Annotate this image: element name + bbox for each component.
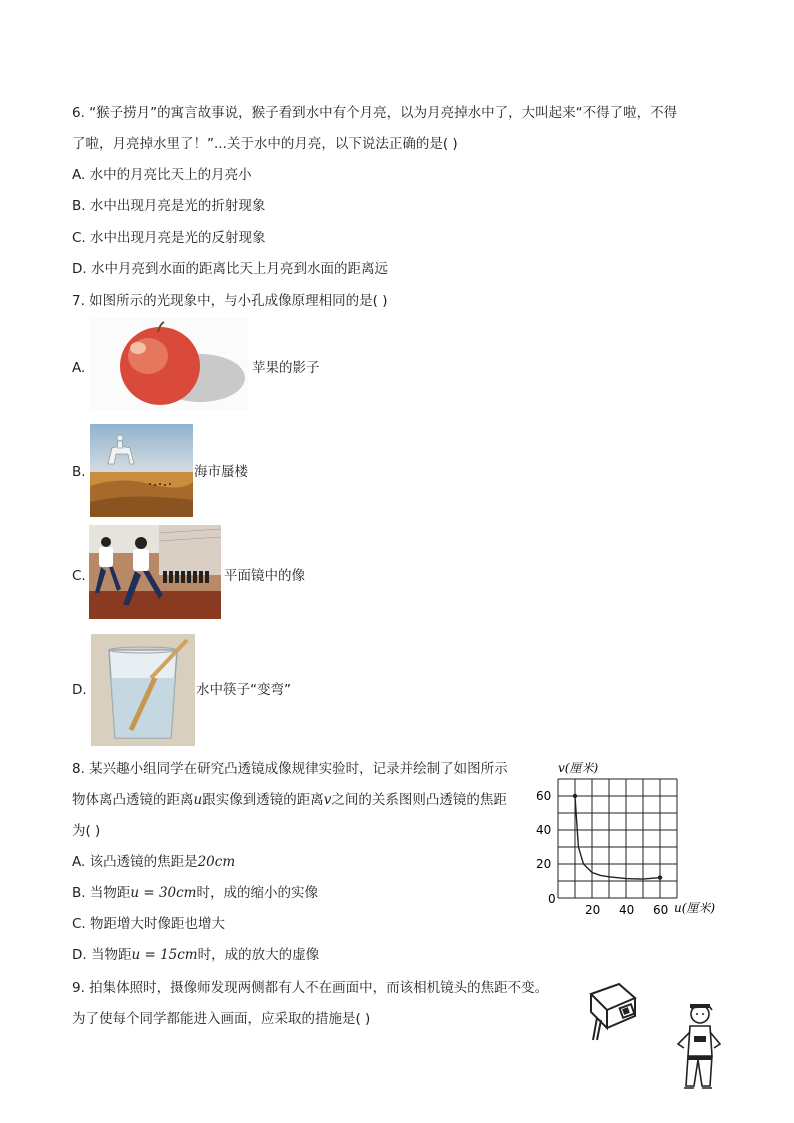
q8-option-c: C. 物距增大时像距也增大	[72, 916, 226, 932]
q8-stem-line3: 为( )	[72, 823, 101, 839]
y-tick-label: 60	[536, 789, 552, 803]
q7-stem: 7. 如图所示的光现象中，与小孔成像原理相同的是( )	[72, 293, 388, 309]
y-tick-label: 40	[536, 823, 552, 837]
plane-mirror-image	[89, 525, 221, 619]
lens-uv-graph	[528, 756, 728, 918]
bent-chopstick-image	[91, 634, 195, 746]
y-tick-label: 20	[536, 857, 552, 871]
q8-option-d-math: u = 15cm	[131, 947, 198, 963]
q9-stem-line2: 为了使每个同学都能进入画面，应采取的措施是( )	[72, 1011, 371, 1027]
uv-curve	[575, 796, 660, 879]
q7-option-b-caption: 海市蜃楼	[194, 464, 248, 480]
q7-option-b-letter: B.	[72, 464, 86, 480]
x-tick-label: 40	[619, 903, 635, 917]
q8-stem-line2-part2: 跟实像到透镜的距离	[202, 792, 324, 808]
q8-option-a-math: 20cm	[197, 854, 236, 870]
photographer-figure-illustration	[670, 996, 728, 1100]
q9-stem-line1: 9. 拍集体照时，摄像师发现两侧都有人不在画面中，而该相机镜头的焦距不变。	[72, 980, 549, 996]
q6-option-c: C. 水中出现月亮是光的反射现象	[72, 230, 266, 246]
q8-var-u: u	[193, 792, 203, 808]
q8-option-d	[72, 946, 319, 964]
x-axis-label: u(厘米)	[674, 901, 716, 915]
mirage-image	[90, 424, 193, 517]
apple-shadow-image	[90, 318, 248, 410]
q6-stem-line2: 了啦，月亮掉水里了！”...关于水中的月亮，以下说法正确的是( )	[72, 136, 458, 152]
q8-var-v: v	[323, 792, 332, 808]
x-tick-label: 60	[653, 903, 669, 917]
q6-stem-line1: 6. “猴子捞月”的寓言故事说，猴子看到水中有个月亮，以为月亮掉水中了，大叫起来“不得了啦，不得	[72, 105, 678, 121]
q8-option-a	[72, 853, 235, 871]
q8-option-a-text: A. 该凸透镜的焦距是	[72, 854, 198, 870]
q8-stem-line2-part1: 物体离凸透镜的距离	[72, 792, 194, 808]
camera-illustration	[585, 978, 645, 1044]
q6-option-a: A. 水中的月亮比天上的月亮小	[72, 167, 252, 183]
q8-stem-line1: 8. 某兴趣小组同学在研究凸透镜成像规律实验时，记录并绘制了如图所示	[72, 761, 508, 777]
q8-stem-line2	[72, 791, 507, 809]
q6-option-d: D. 水中月亮到水面的距离比天上月亮到水面的距离远	[72, 261, 388, 277]
q8-stem-line2-part3: 之间的关系图则凸透镜的焦距	[331, 792, 507, 808]
x-tick-label: 20	[585, 903, 601, 917]
q7-option-d-letter: D.	[72, 682, 87, 698]
q8-option-d-text1: D. 当物距	[72, 947, 132, 963]
q8-option-d-text2: 时，成的放大的虚像	[197, 947, 320, 963]
q7-option-c-caption: 平面镜中的像	[224, 568, 305, 584]
origin-label: 0	[548, 892, 556, 906]
q6-option-b: B. 水中出现月亮是光的折射现象	[72, 198, 266, 214]
q7-option-d-caption: 水中筷子“变弯”	[196, 682, 291, 698]
q8-option-b-text2: 时，成的缩小的实像	[196, 885, 318, 901]
q8-option-b	[72, 884, 318, 902]
data-point	[573, 794, 577, 798]
data-point	[658, 875, 662, 879]
q8-option-b-math: u = 30cm	[130, 885, 197, 901]
q8-option-b-text1: B. 当物距	[72, 885, 131, 901]
q7-option-a-letter: A.	[72, 360, 86, 376]
q7-option-a-caption: 苹果的影子	[252, 360, 320, 376]
q7-option-c-letter: C.	[72, 568, 86, 584]
y-axis-label: v(厘米)	[558, 761, 599, 775]
